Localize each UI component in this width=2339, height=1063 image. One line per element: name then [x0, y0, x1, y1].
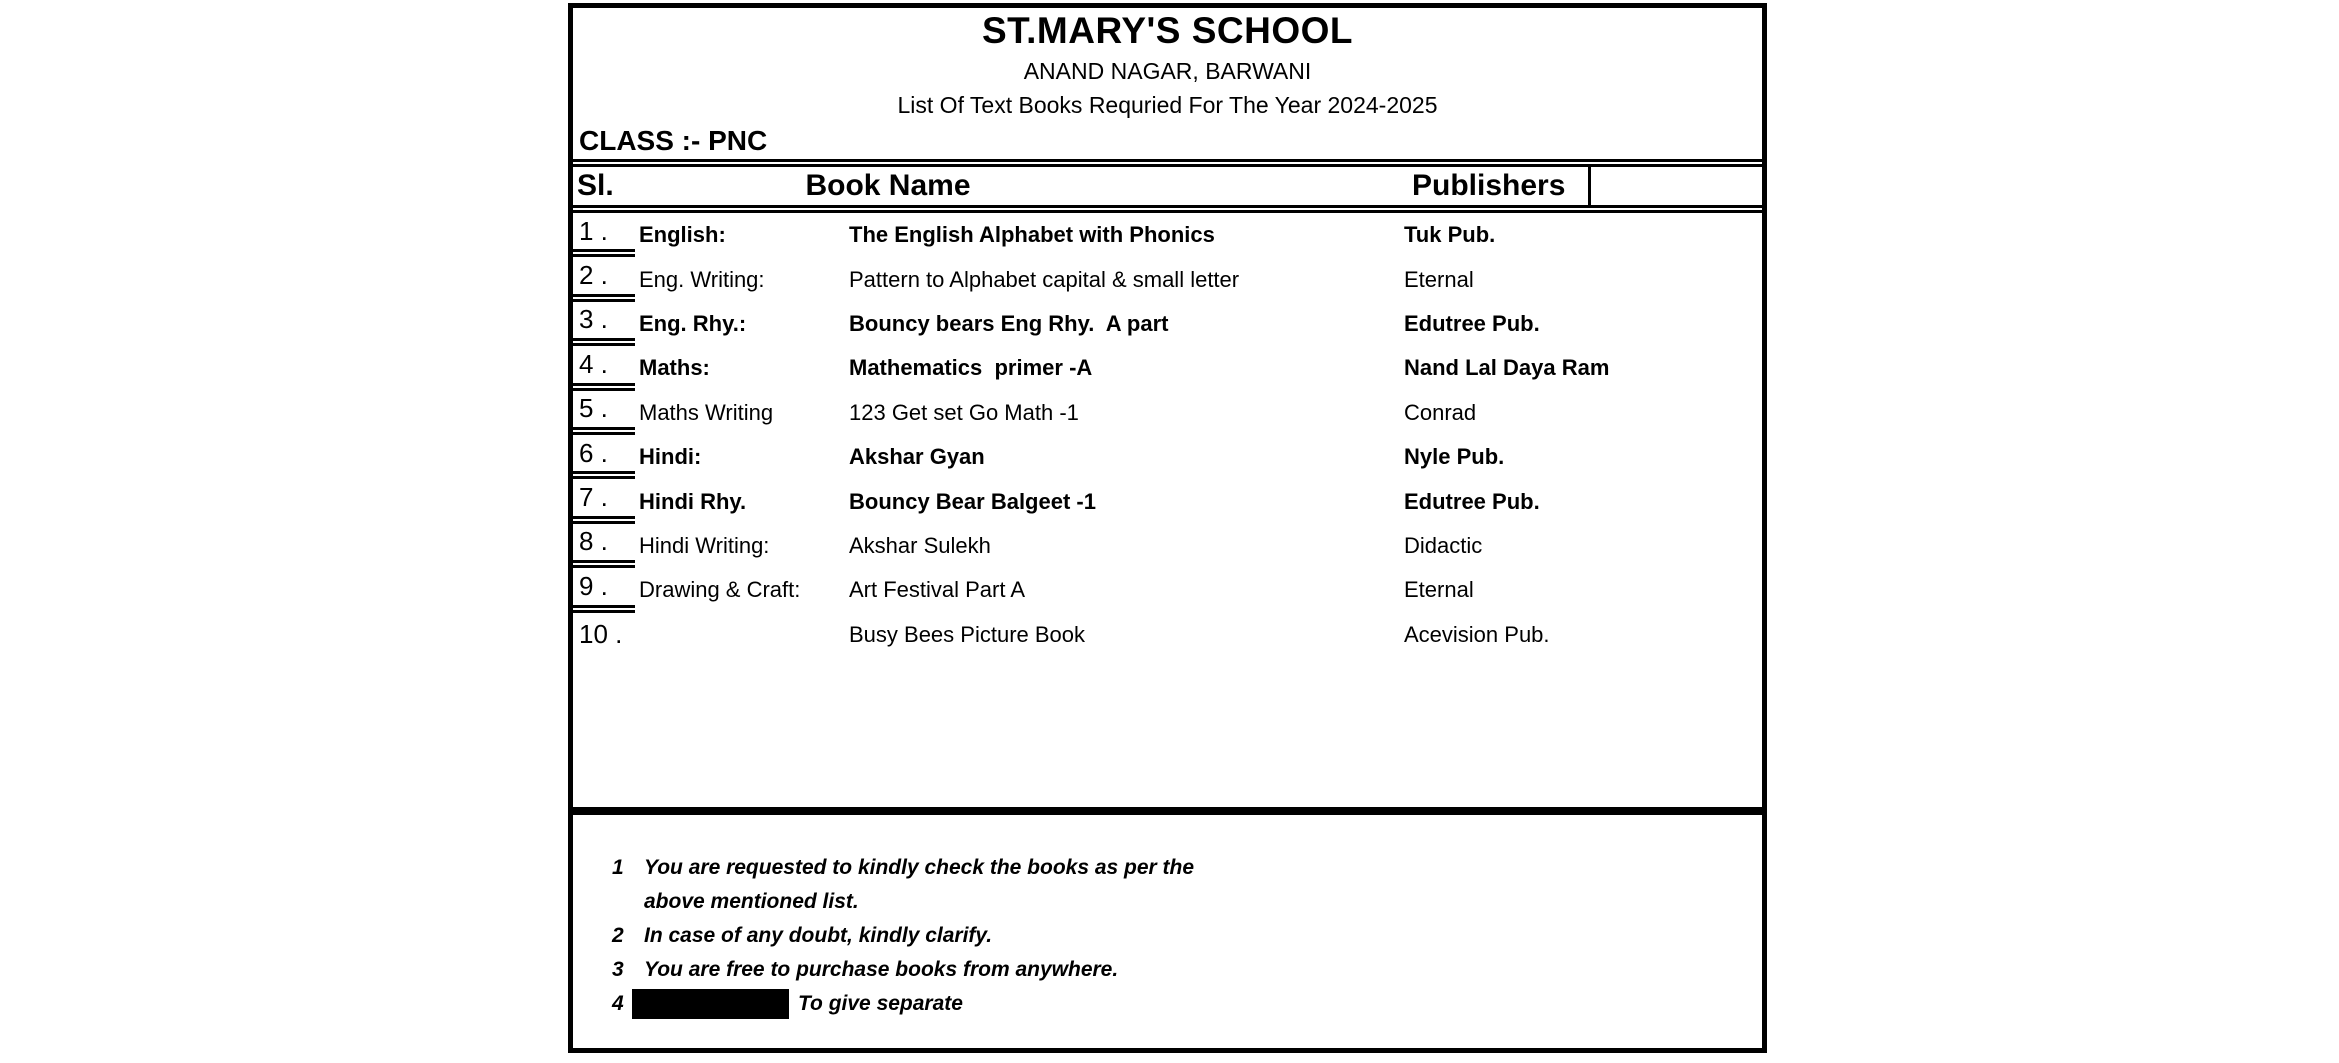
table-row: [573, 613, 1762, 657]
column-header-book-name: Book Name: [805, 169, 971, 202]
sl-cell: 4 .: [573, 346, 635, 390]
class-label: CLASS :- PNC: [579, 125, 768, 156]
subject-cell: Maths:: [639, 355, 710, 381]
note-line: [612, 919, 1752, 953]
book-cell: Art Festival Part A: [849, 577, 1026, 603]
publisher-cell: Didactic: [1404, 532, 1483, 558]
note-number: 3: [612, 958, 624, 981]
section-divider: [573, 807, 1762, 815]
book-cell: Busy Bees Picture Book: [849, 621, 1086, 647]
note-line: [612, 851, 1752, 885]
book-list-document: [568, 3, 1767, 1053]
note-line: [612, 987, 1752, 1021]
publisher-cell: Eternal: [1404, 266, 1474, 292]
sl-cell: 2 .: [573, 257, 635, 301]
sl-cell: 6 .: [573, 435, 635, 479]
note-text: To give separate: [798, 992, 963, 1015]
book-cell: 123 Get set Go Math -1: [849, 399, 1079, 425]
table-row: [573, 435, 1762, 479]
list-subtitle: List Of Text Books Requried For The Year 2024-2025: [897, 92, 1438, 118]
table-row: [573, 302, 1762, 346]
sl-cell: 5 .: [573, 391, 635, 435]
book-cell: Akshar Gyan: [849, 444, 985, 470]
school-name: ST.MARY'S SCHOOL: [981, 10, 1354, 51]
redacted-box: [632, 989, 789, 1019]
note-text: above mentioned list.: [644, 890, 859, 913]
table-row: [573, 568, 1762, 612]
publisher-cell: Tuk Pub.: [1404, 222, 1496, 248]
note-line: [612, 885, 1752, 919]
subject-cell: Eng. Rhy.:: [639, 310, 747, 336]
header-cell-divider-line: [1588, 167, 1591, 205]
sl-cell: 3 .: [573, 302, 635, 346]
publisher-cell: Acevision Pub.: [1404, 621, 1550, 647]
publisher-cell: Edutree Pub.: [1404, 310, 1540, 336]
table-row: [573, 346, 1762, 390]
subject-cell: Hindi:: [639, 444, 702, 470]
book-cell: Bouncy Bear Balgeet -1: [849, 488, 1096, 514]
subject-cell: Hindi Writing:: [639, 532, 770, 558]
book-cell: Mathematics primer -A: [849, 355, 1093, 381]
note-text: In case of any doubt, kindly clarify.: [644, 924, 993, 947]
column-header-publishers: Publishers: [1412, 169, 1566, 202]
publisher-cell: Nyle Pub.: [1404, 444, 1505, 470]
school-address: ANAND NAGAR, BARWANI: [1023, 58, 1312, 84]
table-row: [573, 257, 1762, 301]
table-header-row: [573, 159, 1762, 213]
table-row: [573, 391, 1762, 435]
note-text: You are requested to kindly check the books as per the: [644, 856, 1195, 879]
publisher-cell: Conrad: [1404, 399, 1477, 425]
sl-cell: 10 .: [579, 619, 623, 650]
note-text: You are free to purchase books from anywhere.: [644, 958, 1119, 981]
book-cell: Bouncy bears Eng Rhy. A part: [849, 310, 1169, 336]
table-row: [573, 524, 1762, 568]
book-cell: The English Alphabet with Phonics: [849, 222, 1215, 248]
subject-cell: English:: [639, 222, 726, 248]
table-row: [573, 213, 1762, 257]
publisher-cell: Eternal: [1404, 577, 1474, 603]
sl-cell: 1 .: [573, 213, 635, 257]
subject-cell: Maths Writing: [639, 399, 774, 425]
sl-cell: 9 .: [573, 568, 635, 612]
sl-cell: 8 .: [573, 524, 635, 568]
publisher-cell: Edutree Pub.: [1404, 488, 1540, 514]
subject-cell: Drawing & Craft:: [639, 577, 801, 603]
note-number: 4: [612, 992, 624, 1015]
subject-cell: Eng. Writing:: [639, 266, 765, 292]
book-cell: Akshar Sulekh: [849, 532, 991, 558]
subject-cell: Hindi Rhy.: [639, 488, 747, 514]
book-cell: Pattern to Alphabet capital & small letter: [849, 266, 1240, 292]
note-number: 2: [612, 924, 624, 947]
column-header-sl: Sl.: [577, 169, 614, 202]
table-body: [573, 213, 1762, 659]
notes-section: [612, 851, 1752, 1021]
note-line: [612, 953, 1752, 987]
publisher-cell: Nand Lal Daya Ram: [1404, 355, 1610, 381]
note-number: 1: [612, 856, 624, 879]
sl-cell: 7 .: [573, 479, 635, 523]
table-row: [573, 479, 1762, 523]
